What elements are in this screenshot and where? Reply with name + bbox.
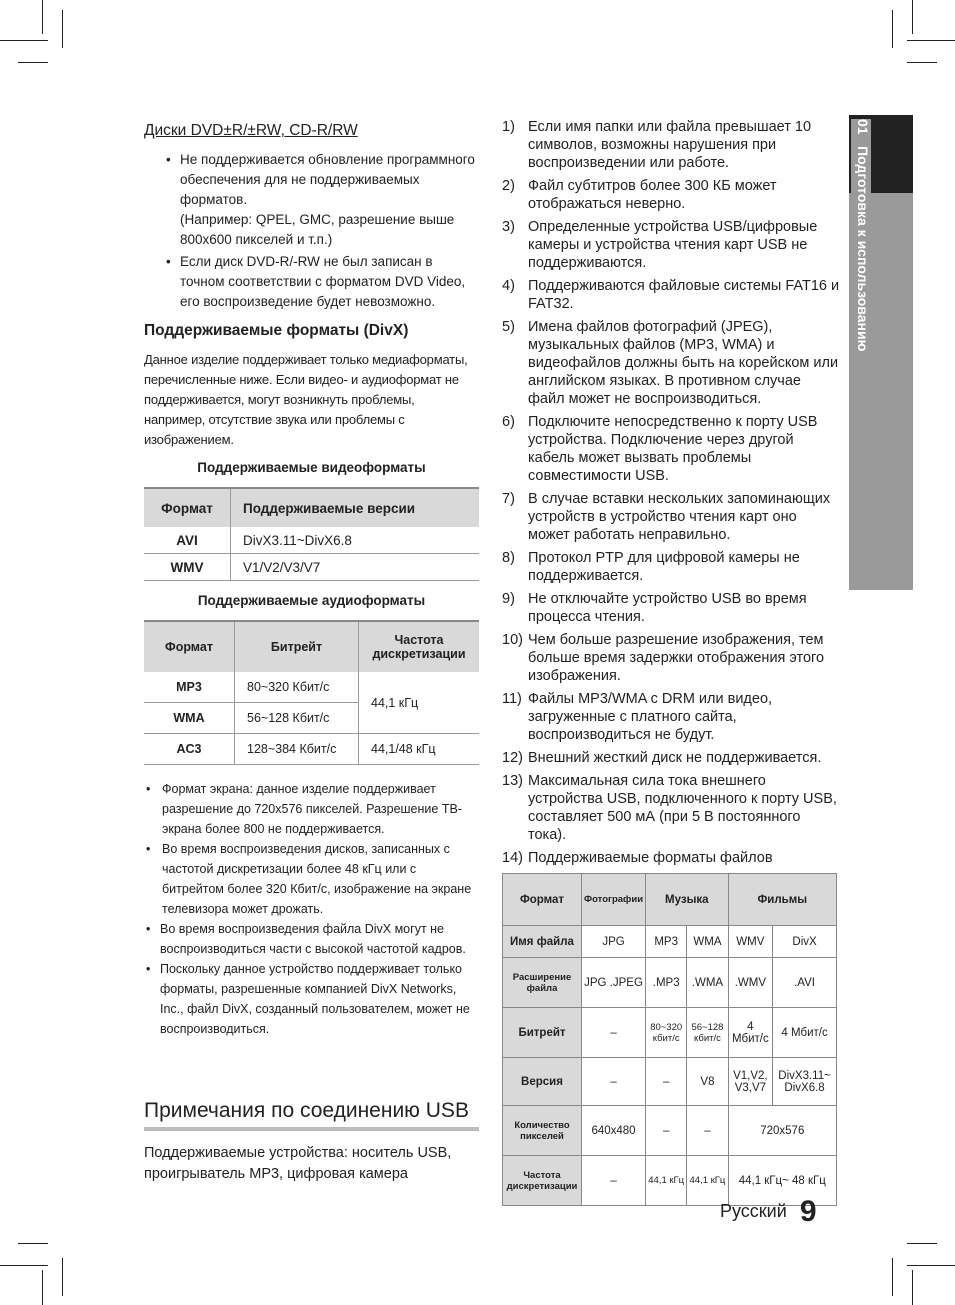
list-item: • Формат экрана: данное изделие поддерживает разрешение до 720x576 пикселей. Разрешение ТВ-экрана более 800 не поддерживается. xyxy=(144,779,479,839)
crop-mark xyxy=(907,1265,955,1266)
crop-mark xyxy=(42,1270,43,1305)
table-header-row xyxy=(503,874,837,926)
column-header: Формат xyxy=(144,488,231,527)
table-row xyxy=(144,527,479,554)
list-item xyxy=(144,150,479,250)
table-cell: 56~128 Кбит/с xyxy=(235,703,359,734)
table-cell: AC3 xyxy=(144,734,235,765)
right-column xyxy=(502,118,840,1206)
chapter-title: Подготовка к использованию xyxy=(855,146,871,352)
table-cell: 44,1 кГц xyxy=(359,672,480,734)
table-cell: MP3 xyxy=(646,926,687,958)
item-number: 2) xyxy=(502,178,515,194)
discs-list xyxy=(144,150,479,312)
list-item xyxy=(502,490,840,544)
row-header: Частота дискретизации xyxy=(503,1156,582,1206)
column-header: Формат xyxy=(503,874,582,926)
table-cell: DivX3.11~DivX6.8 xyxy=(231,527,480,554)
item-text: Файлы MP3/WMA с DRM или видео, загруженные с платного сайта, воспроизводиться не будут. xyxy=(528,691,773,743)
table-cell: 720x576 xyxy=(728,1106,836,1156)
table-cell: 44,1/48 кГц xyxy=(359,734,480,765)
table-cell: – xyxy=(582,1156,646,1206)
table-cell: DivX3.11~ DivX6.8 xyxy=(773,1058,837,1106)
item-text: Подключите непосредственно к порту USB устройства. Подключение через другой кабель может вызвать проблемы совместимости USB. xyxy=(528,414,818,484)
table-cell: – xyxy=(687,1106,728,1156)
item-text: В случае вставки нескольких запоминающих устройств в устройство чтения карт оно может работать неправильно. xyxy=(528,491,831,543)
table-cell: – xyxy=(646,1106,687,1156)
item-number: 4) xyxy=(502,278,515,294)
table-row xyxy=(503,1058,837,1106)
item-number: 7) xyxy=(502,491,515,507)
table-cell: AVI xyxy=(144,527,231,554)
video-caption: Поддерживаемые видеоформаты xyxy=(197,460,426,475)
item-number: 6) xyxy=(502,414,515,430)
divx-intro: Данное изделие поддерживает только медиаформаты, перечисленные ниже. Если видео- и аудиоформат не поддерживается, могут возникнуть проблемы, например, отсутствие звука или проблемы с изображением. xyxy=(144,352,468,447)
table-cell: 128~384 Кбит/с xyxy=(235,734,359,765)
table-cell: V1/V2/V3/V7 xyxy=(231,554,480,581)
table-row xyxy=(503,1106,837,1156)
list-item xyxy=(502,218,840,272)
list-item xyxy=(502,549,840,585)
list-item xyxy=(502,749,840,767)
divx-title: Поддерживаемые форматы (DivX) xyxy=(144,322,409,339)
table-cell: WMV xyxy=(144,554,231,581)
column-header: Фотографии xyxy=(582,874,646,926)
item-number: 1) xyxy=(502,119,515,135)
item-number: 14) xyxy=(502,850,523,866)
crop-mark xyxy=(912,1270,913,1305)
item-number: 3) xyxy=(502,219,515,235)
list-item xyxy=(502,177,840,213)
chapter-tab-text xyxy=(851,119,871,589)
item-text: Если имя папки или файла превышает 10 символов, возможны нарушения при воспроизведении или работе. xyxy=(528,119,812,171)
usb-title: Примечания по соединению USB xyxy=(144,1099,479,1131)
table-cell: V8 xyxy=(687,1058,728,1106)
table-cell: JPG xyxy=(582,926,646,958)
item-number: 10) xyxy=(502,632,523,648)
left-column xyxy=(144,118,479,1185)
table-row xyxy=(503,1008,837,1058)
table-row xyxy=(144,672,479,703)
column-header: Частота дискретизации xyxy=(359,621,480,672)
list-item xyxy=(502,277,840,313)
table-row xyxy=(144,734,479,765)
audio-caption: Поддерживаемые аудиоформаты xyxy=(197,593,426,608)
table-cell: – xyxy=(582,1058,646,1106)
table-cell: DivX xyxy=(773,926,837,958)
list-item xyxy=(502,118,840,172)
item-text: Файл субтитров более 300 КБ может отображаться неверно. xyxy=(528,178,777,212)
item-text: Поддерживаемые форматы файлов xyxy=(528,850,773,866)
table-cell: WMV xyxy=(728,926,773,958)
footer-language: Русский xyxy=(720,1201,787,1221)
table-cell: .WMA xyxy=(687,958,728,1008)
list-item: • Поскольку данное устройство поддерживает только форматы, разрешенные компанией DivX Networks, Inc., файл DivX, созданный пользователем, может не воспроизводиться. xyxy=(144,959,479,1039)
table-cell: – xyxy=(582,1008,646,1058)
crop-mark xyxy=(912,0,913,34)
item-text: Максимальная сила тока внешнего устройства USB, подключенного к порту USB, составляет 500 мА (при 5 В постоянного тока). xyxy=(528,773,837,843)
list-item xyxy=(502,413,840,485)
list-item xyxy=(502,772,840,844)
column-header: Битрейт xyxy=(235,621,359,672)
page-footer xyxy=(720,1195,817,1229)
row-header: Расширение файла xyxy=(503,958,582,1008)
bullet-text: Не поддерживается обновление программного обеспечения для не поддерживаемых форматов. xyxy=(180,152,475,207)
row-header: Битрейт xyxy=(503,1008,582,1058)
crop-mark xyxy=(0,40,48,41)
list-item xyxy=(502,318,840,408)
table-cell: 4 Мбит/с xyxy=(728,1008,773,1058)
table-cell: .AVI xyxy=(773,958,837,1008)
table-cell: 56~128 кбит/с xyxy=(687,1008,728,1058)
crop-mark xyxy=(892,1258,893,1296)
page-number: 9 xyxy=(799,1195,817,1228)
table-cell: 44,1 кГц xyxy=(646,1156,687,1206)
crop-mark xyxy=(0,1265,48,1266)
column-header: Фильмы xyxy=(728,874,836,926)
table-cell: 80~320 кбит/с xyxy=(646,1008,687,1058)
item-number: 8) xyxy=(502,550,515,566)
table-cell: 640x480 xyxy=(582,1106,646,1156)
list-item xyxy=(502,631,840,685)
item-number: 5) xyxy=(502,319,515,335)
item-text: Поддерживаются файловые системы FAT16 и FAT32. xyxy=(528,278,840,312)
column-header: Формат xyxy=(144,621,235,672)
list-item xyxy=(144,252,479,312)
item-text: Протокол PTP для цифровой камеры не поддерживается. xyxy=(528,550,800,584)
table-cell: – xyxy=(646,1058,687,1106)
table-row xyxy=(503,958,837,1008)
chapter-tab xyxy=(849,115,913,590)
table-cell: JPG .JPEG xyxy=(582,958,646,1008)
table-cell: 4 Мбит/с xyxy=(773,1008,837,1058)
table-header-row xyxy=(144,488,479,527)
crop-mark xyxy=(907,62,937,63)
item-number: 9) xyxy=(502,591,515,607)
crop-mark xyxy=(18,1243,48,1244)
row-header: Количество пикселей xyxy=(503,1106,582,1156)
item-number: 13) xyxy=(502,773,523,789)
item-number: 11) xyxy=(502,691,522,707)
audio-table xyxy=(144,620,479,765)
crop-mark xyxy=(18,62,48,63)
table-cell: WMA xyxy=(144,703,235,734)
table-cell: 44,1 кГц xyxy=(687,1156,728,1206)
table-cell: 44,1 кГц~ 48 кГц xyxy=(728,1156,836,1206)
crop-mark xyxy=(892,10,893,48)
table-row xyxy=(144,554,479,581)
video-table xyxy=(144,487,479,581)
table-cell: V1,V2, V3,V7 xyxy=(728,1058,773,1106)
bullet-note: (Например: QPEL, GMC, разрешение выше 800x600 пикселей и т.п.) xyxy=(180,212,455,247)
item-text: Не отключайте устройство USB во время процесса чтения. xyxy=(528,591,807,625)
divx-notes xyxy=(144,779,479,1039)
list-item xyxy=(502,849,840,867)
table-cell: .WMV xyxy=(728,958,773,1008)
list-item: • Во время воспроизведения файла DivX могут не воспроизводиться части с высокой частотой кадров. xyxy=(144,919,479,959)
usb-intro: Поддерживаемые устройства: носитель USB, проигрыватель MP3, цифровая камера xyxy=(144,1145,452,1182)
item-text: Внешний жесткий диск не поддерживается. xyxy=(528,750,822,766)
table-header-row xyxy=(144,621,479,672)
crop-mark xyxy=(62,1258,63,1296)
usb-notes-list xyxy=(502,118,840,867)
crop-mark xyxy=(42,0,43,34)
discs-title: Диски DVD±R/±RW, CD-R/RW xyxy=(144,122,358,139)
item-number: 12) xyxy=(502,750,523,766)
item-text: Имена файлов фотографий (JPEG), музыкальных файлов (MP3, WMA) и видеофайлов должны быть на корейском или английском языках. В противном случае файл может не воспроизводиться. xyxy=(528,319,839,407)
crop-mark xyxy=(907,1243,937,1244)
table-cell: WMA xyxy=(687,926,728,958)
table-cell: 80~320 Кбит/с xyxy=(235,672,359,703)
bullet-text: Если диск DVD-R/-RW не был записан в точном соответствии с форматом DVD Video, его воспроизведение будет невозможно. xyxy=(180,254,466,309)
column-header: Музыка xyxy=(646,874,729,926)
table-cell: MP3 xyxy=(144,672,235,703)
item-text: Определенные устройства USB/цифровые камеры и устройства чтения карт USB не поддерживаются. xyxy=(528,219,818,271)
row-header: Версия xyxy=(503,1058,582,1106)
table-cell: .MP3 xyxy=(646,958,687,1008)
column-header: Поддерживаемые версии xyxy=(231,488,480,527)
chapter-number: 01 xyxy=(855,119,871,135)
file-formats-table xyxy=(502,873,837,1206)
crop-mark xyxy=(62,10,63,48)
crop-mark xyxy=(907,40,955,41)
table-row xyxy=(503,926,837,958)
list-item xyxy=(502,590,840,626)
row-header: Имя файла xyxy=(503,926,582,958)
list-item: • Во время воспроизведения дисков, записанных с частотой дискретизации более 48 кГц или с битрейтом более 320 Кбит/с, изображение на экране телевизора может дрожать. xyxy=(144,839,479,919)
item-text: Чем больше разрешение изображения, тем больше время задержки отображения этого изображения. xyxy=(528,632,825,684)
list-item xyxy=(502,690,840,744)
